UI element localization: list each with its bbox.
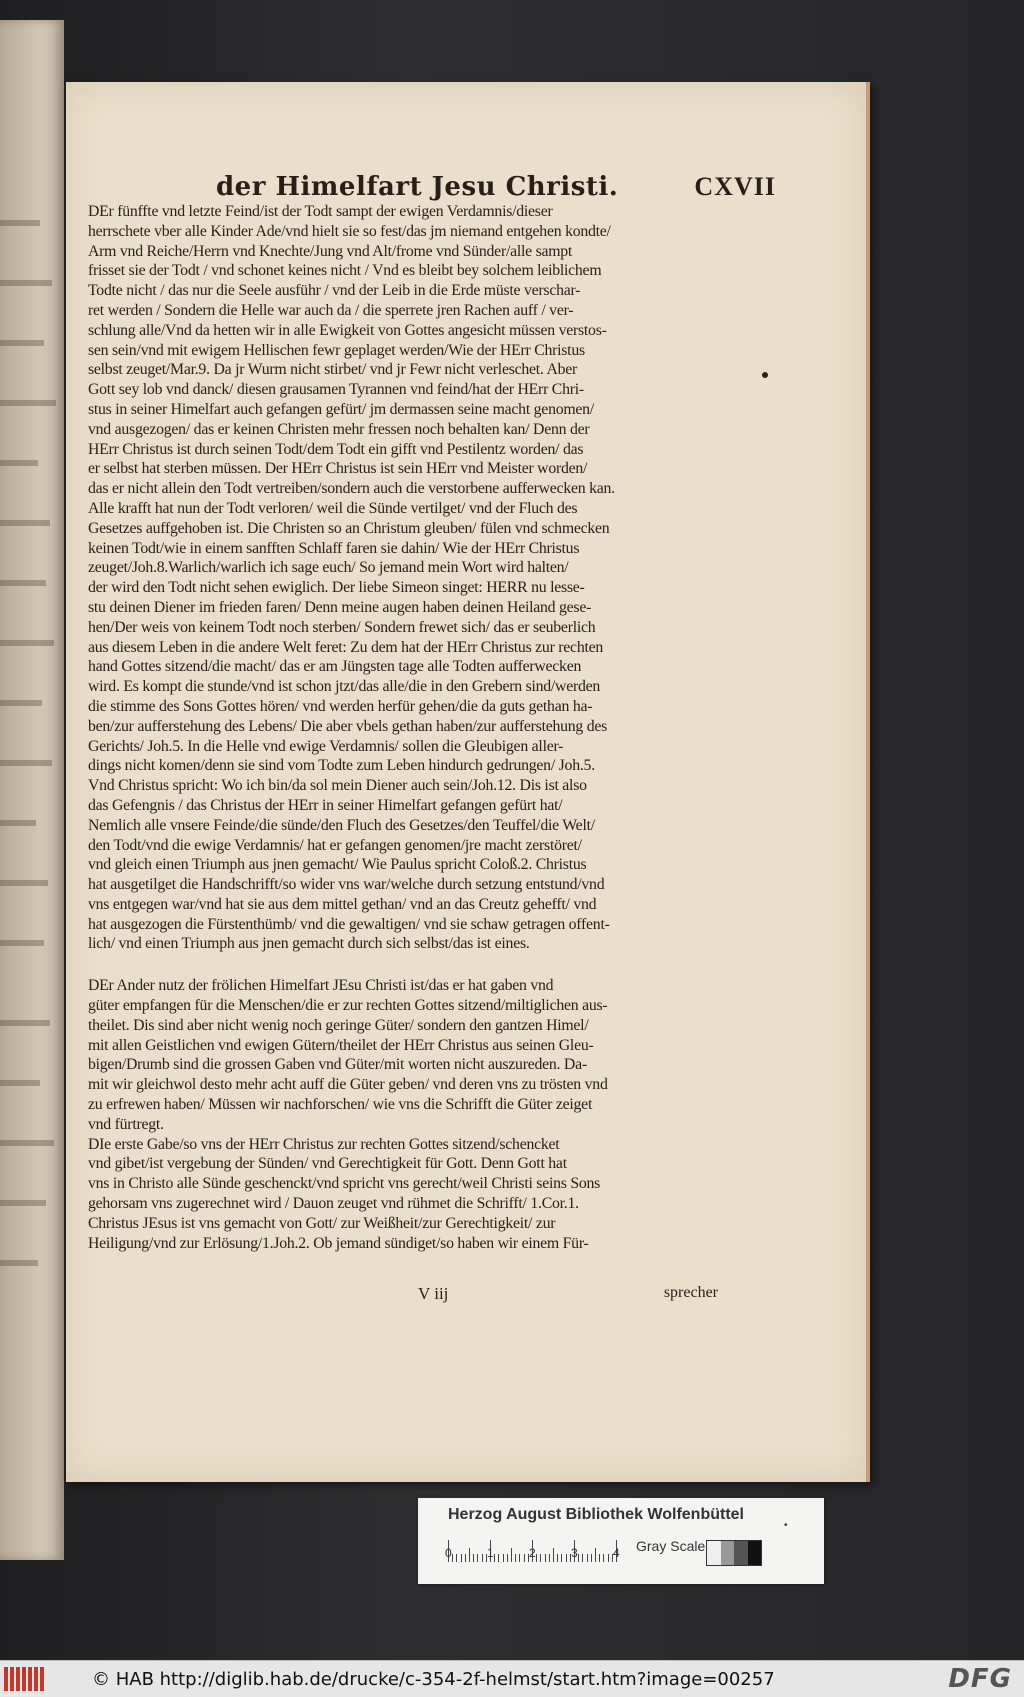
viewer-footer — [0, 1660, 1024, 1697]
text-line: den Todt/vnd die ewige Verdamnis/ hat er gefangen genomen/jre macht zerstöret/ — [88, 836, 582, 854]
ruler-tick — [515, 1554, 516, 1562]
ruler-tick — [536, 1554, 537, 1562]
text-line: DEr fünffte vnd letzte Feind/ist der Todt sampt der ewigen Verdamnis/dieser — [88, 203, 553, 220]
text-line: Heiligung/vnd zur Erlösung/1.Joh.2. Ob jemand sündiget/so haben wir einem Für- — [88, 1234, 589, 1252]
ink-spot — [762, 372, 768, 378]
text-line: zeuget/Joh.8.Warlich/warlich ich sage euch/ So jemand mein Wort wird halten/ — [88, 559, 569, 577]
text-line: Vnd Christus spricht: Wo ich bin/da sol mein Diener auch sein/Joh.12. Dis ist also — [88, 777, 587, 795]
ruler-tick — [494, 1554, 495, 1562]
text-line: Nemlich alle vnsere Feinde/die sünde/den Fluch des Gesetzes/den Teuffel/die Welt/ — [88, 816, 595, 834]
ruler-tick — [482, 1554, 483, 1562]
text-line: dings nicht komen/denn sie sind vom Todte zum Leben hindurch gedrungen/ Joh.5. — [88, 757, 595, 775]
ruler-tick — [595, 1548, 596, 1562]
text-line: vns entgegen war/vnd hat sie aus dem mittel gethan/ vnd an das Creutz gehefft/ vnd — [88, 895, 597, 913]
ruler-tick — [587, 1554, 588, 1562]
ruler-tick — [549, 1554, 550, 1562]
page-footer — [88, 1284, 718, 1306]
hab-logo-icon — [4, 1667, 46, 1691]
ruler-tick — [498, 1554, 499, 1562]
ruler-number: 4 — [613, 1546, 620, 1560]
text-line: hat ausgetilget die Handschrifft/so wider vns war/welche durch setzung entstund/vnd — [88, 876, 605, 894]
text-line: güter empfangen für die Menschen/die er zur rechten Gottes sitzend/miltiglichen aus- — [88, 997, 608, 1015]
text-line: Arm vnd Reiche/Herrn vnd Knechte/Jung vnd Alt/frome vnd Sünder/alle sampt — [88, 242, 573, 260]
ruler-tick — [473, 1554, 474, 1562]
text-line: mit wir gleichwol desto mehr acht auff die Güter geben/ vnd deren vns zu trösten vnd — [88, 1076, 608, 1094]
ruler-tick — [566, 1554, 567, 1562]
text-line: wird. Es kompt die stunde/vnd ist schon jtzt/das alle/die in den Grebern sind/werden — [88, 678, 601, 696]
text-line: das Gefengnis / das Christus der HErr in seiner Himelfart gefangen gefürt hat/ — [88, 796, 563, 814]
ruler-number: 1 — [487, 1546, 494, 1560]
text-line: theilet. Dis sind aber nicht wenig noch geringe Güter/ sondern den gantzen Himel/ — [88, 1016, 589, 1034]
book-page — [66, 82, 870, 1482]
text-line: aus diesem Leben in die andere Welt feret: Zu dem hat der HErr Christus zur rechten — [88, 638, 604, 656]
text-line: selbst zeuget/Mar.9. Da jr Wurm nicht stirbet/ vnd jr Fewr nicht verleschet. Aber — [88, 361, 578, 379]
ruler-number: 0 — [445, 1546, 452, 1560]
signature-mark: V iij — [418, 1284, 449, 1303]
text-line: vnd fürtregt. — [88, 1115, 164, 1133]
text-line: DEr Ander nutz der frölichen Himelfart JEsu Christi ist/das er hat gaben vnd — [88, 977, 554, 995]
text-line: hat ausgezogen die Fürstenthümb/ vnd die gewaltigen/ vnd sie schaw getragen offent- — [88, 915, 610, 933]
text-line: der wird den Todt nicht sehen ewiglich. Der liebe Simeon singet: HERR nu lesse- — [88, 579, 585, 597]
text-line: hen/Der weis von keinem Todt noch sterben/ Sondern frewet sich/ das er seuberlich — [88, 618, 596, 636]
ruler-tick — [503, 1554, 504, 1562]
ruler-tick — [603, 1554, 604, 1562]
text-line: Gesetzes auffgehoben ist. Die Christen so an Christum gleuben/ fülen vnd schmecken — [88, 519, 610, 537]
text-line: gehorsam vns zugerechnet wird / Dauon zeuget vnd rühmet die Schrifft/ 1.Cor.1. — [88, 1195, 579, 1213]
paragraph-gap — [88, 954, 718, 976]
text-line: mit allen Geistlichen vnd ewigen Gütern/theilet der HErr Christus aus seinen Gleu- — [88, 1036, 594, 1054]
ruler-tick — [545, 1554, 546, 1562]
text-line: stu deinen Diener im frieden faren/ Denn meine augen haben deinen Heiland gese- — [88, 598, 592, 616]
folio-number: CXVII — [694, 172, 776, 201]
ruler-tick — [456, 1554, 457, 1562]
ruler-tick — [599, 1554, 600, 1562]
ruler-tick — [557, 1554, 558, 1562]
text-line: ben/zur aufferstehung des Lebens/ Die aber vbels gethan haben/zur aufferstehung des — [88, 717, 608, 735]
text-line: sen sein/vnd mit ewigem Hellischen fewr geplaget werden/Wie der HErr Christus — [88, 341, 585, 359]
library-color-card — [418, 1498, 824, 1584]
gray-scale-bar — [706, 1540, 762, 1566]
ruler-tick — [452, 1554, 453, 1562]
ruler-number: 3 — [571, 1546, 578, 1560]
ruler-tick — [591, 1554, 592, 1562]
text-line: HErr Christus ist durch seinen Todt/dem Todt ein gifft vnd Pestilentz worden/ das — [88, 440, 584, 458]
text-line: keinen Todt/wie in einem sanfften Schlaff faren sie dahin/ Wie der HErr Christus — [88, 539, 580, 557]
ruler-tick — [469, 1548, 470, 1562]
text-line: er selbst hat sterben müssen. Der HErr Christus ist sein HErr vnd Meister worden/ — [88, 460, 588, 478]
text-line: vnd ausgezogen/ das er keinen Christen mehr fressen noch behalten kan/ Denn der — [88, 420, 590, 438]
body-text — [88, 202, 718, 1253]
text-line: vns in Christo alle Sünde geschenckt/vnd spricht vns gerecht/weil Christi seins Sons — [88, 1175, 601, 1193]
library-name: Herzog August Bibliothek Wolfenbüttel — [448, 1506, 744, 1523]
gray-scale-label: Gray Scale — [636, 1538, 706, 1554]
ruler-tick — [561, 1554, 562, 1562]
text-line: zu erfrewen haben/ Müssen wir nachforschen/ wie vns die Schrifft die Güter zeiget — [88, 1096, 593, 1114]
ruler-tick — [578, 1554, 579, 1562]
text-line: Alle krafft hat nun der Todt verloren/ weil die Sünde vertilget/ vnd der Fluch des — [88, 499, 578, 517]
card-mark: • — [784, 1520, 788, 1531]
ruler-tick — [524, 1554, 525, 1562]
ruler-number: 2 — [529, 1546, 536, 1560]
text-line: ret werden / Sondern die Helle war auch da / die sperrete jren Rachen auff / ver- — [88, 301, 574, 319]
text-line: Gerichts/ Joh.5. In die Helle vnd ewige Verdamnis/ sollen die Gleubigen aller- — [88, 737, 564, 755]
ruler-tick — [511, 1548, 512, 1562]
text-line: herrschete vber alle Kinder Ade/vnd hielt sie so fest/das jm niemand entgehen kondte/ — [88, 222, 611, 240]
text-line: vnd gleich einen Triumph aus jnen gemacht/ Wie Paulus spricht Coloß.2. Christus — [88, 856, 587, 874]
text-line: frisset sie der Todt / vnd schonet keines nicht / Vnd es bleibt bey solchem leiblichem — [88, 262, 602, 280]
ruler-tick — [540, 1554, 541, 1562]
ruler-tick — [477, 1554, 478, 1562]
text-line: bigen/Drumb sind die grossen Gaben vnd Güter/mit worten nicht auszureden. Da- — [88, 1056, 587, 1074]
text-line: Todte nicht / das nur die Seele ausführ / vnd der Leib in die Erde müste verschar- — [88, 282, 581, 300]
ruler-tick — [582, 1554, 583, 1562]
catchword: sprecher — [663, 1284, 718, 1301]
text-line: die stimme des Sons Gottes hören/ vnd werden herfür gehen/die da guts gethan ha- — [88, 697, 593, 715]
text-line: vnd gibet/ist vergebung der Sünden/ vnd Gerechtigkeit für Gott. Denn Gott hat — [88, 1155, 567, 1173]
ruler-tick — [519, 1554, 520, 1562]
previous-page-edge — [0, 20, 64, 1560]
ruler-tick — [507, 1554, 508, 1562]
ruler-tick — [461, 1554, 462, 1562]
ruler-tick — [553, 1548, 554, 1562]
ruler-tick — [608, 1554, 609, 1562]
text-line: Christus JEsus ist vns gemacht von Gott/ zur Weißheit/zur Gerechtigkeit/ zur — [88, 1214, 556, 1232]
text-line: DIe erste Gabe/so vns der HErr Christus zur rechten Gottes sitzend/schencket — [88, 1135, 560, 1153]
running-title: der Himelfart Jesu Christi. — [216, 172, 619, 202]
text-line: schlung alle/Vnd da hetten wir in alle Ewigkeit von Gottes angesicht müssen verstos- — [88, 321, 607, 339]
text-line: lich/ vnd einen Triumph aus jnen gemacht durch sich selbst/das ist eines. — [88, 935, 530, 953]
text-line: stus in seiner Himelfart auch gefangen gefürt/ jm dermassen seine macht genomen/ — [88, 400, 594, 418]
ruler-tick — [465, 1554, 466, 1562]
text-line: hand Gottes sitzend/die macht/ das er am Jüngsten tage alle Todten aufferwecken — [88, 658, 582, 676]
footer-copyright-link[interactable]: © HAB http://diglib.hab.de/drucke/c-354-2f-helmst/start.htm?image=00257 — [92, 1669, 775, 1690]
text-line: Gott sey lob vnd danck/ diesen grausamen Tyrannen vnd feind/hat der HErr Chri- — [88, 381, 584, 399]
text-line: das er nicht allein den Todt vertreiben/sondern auch die verstorbene aufferwecken kan. — [88, 480, 615, 498]
dfg-logo: DFG — [948, 1664, 1012, 1694]
